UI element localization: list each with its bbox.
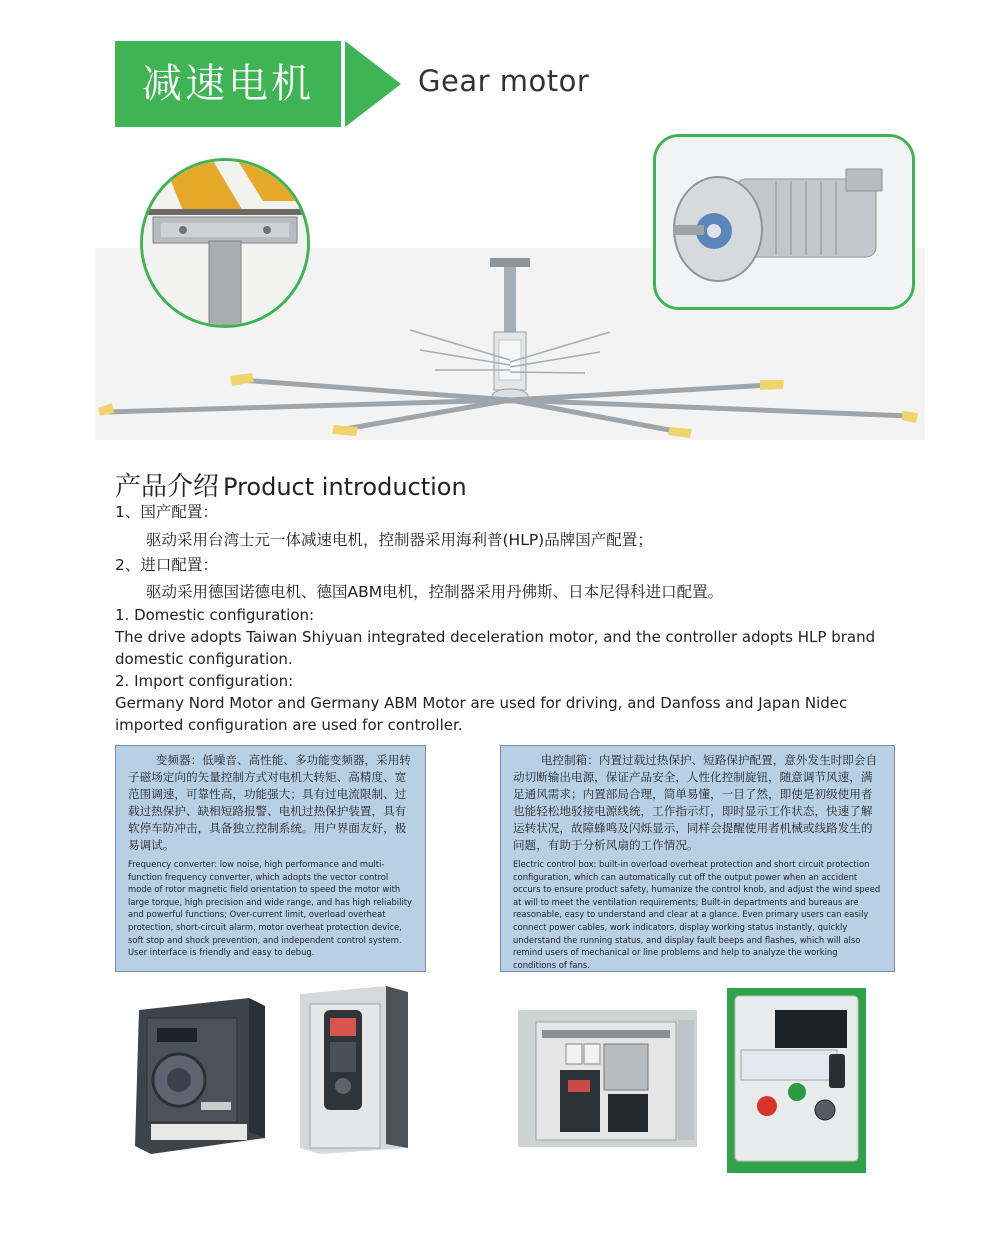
item2-title: 2、进口配置： <box>115 556 218 574</box>
inverter-info-box <box>115 745 426 972</box>
product-intro-heading-cn: 产品介绍 <box>115 472 220 502</box>
mounting-bracket-image <box>143 161 307 325</box>
product-intro-heading-en: Product introduction <box>223 473 467 501</box>
en2-title: 2. Import configuration: <box>115 672 294 690</box>
title-arrow-icon <box>345 41 401 127</box>
item2-desc: 驱动采用德国诺德电机、德国ABM电机，控制器采用丹佛斯、日本尼得科进口配置。 <box>146 583 724 601</box>
inverter-desc-en: Frequency converter: low noise, high performance and multi-function frequency converter, which adopts the vector control mode of rotor magnetic field orientation to speed the motor with large torque, high precision and wide range, and has high reliability and powerful functions; Over-current limit, overload overheat protection, short-circuit alarm, motor overheat protection device, soft stop and shock prevention, and independent control system. User interface is friendly and easy to debug. <box>128 859 412 958</box>
item1-desc: 驱动采用台湾士元一体减速电机，控制器采用海利普(HLP)品牌国产配置； <box>146 531 653 549</box>
gear-motor-inset <box>653 134 915 310</box>
product-intro-heading <box>115 466 467 503</box>
control-box-desc-en: Electric control box: built-in overload overheat protection and short circuit protection configuration, which can automatically cut off the output power when an accident occurs to ensure product safety, humanize the control knob, and adjust the wind speed at will to meet the ventilation requirements; Built-in departments and bureaus are reasonable, easy to understand and clear at a glance. Even primary users can easily connect power cables, work indicators, display working status instantly, quickly understand the running status, and display fault beeps and flashes, which will also remind users of mechanical or line problems and help to analyze the working conditions of fans. <box>513 859 881 970</box>
danfoss-drive-image <box>294 980 412 1156</box>
inverter-desc-cn: 变频器：低噪音、高性能、多功能变频器，采用转子磁场定向的矢量控制方式对电机大转矩、高精度、宽范围调速，可靠性高，功能强大；具有过电流限制、过载过热保护、缺相短路报警、电机过热保护装置，具有软停车防冲击，具备独立控制系统。用户界面友好，极易调试。 <box>128 753 411 852</box>
control-box-desc-cn: 电控制箱：内置过载过热保护、短路保护配置，意外发生时即会自动切断输出电源，保证产品安全，人性化控制旋钮，随意调节风速，满足通风需求；内置部局合理，简单易懂，一目了然，即使是初级使用者也能轻松地驳接电源线统，工作指示灯，即时显示工作状态，快速了解运转状况，故障蜂鸣及闪烁显示，同样会提醒使用者机械或线路发生的问题，有助于分析风扇的工作情况。 <box>513 753 878 852</box>
title-banner-en: Gear motor <box>418 64 590 98</box>
control-box-info-box <box>500 745 895 972</box>
control-panel-image <box>727 988 866 1173</box>
gear-motor-image <box>656 137 912 307</box>
en2-desc: Germany Nord Motor and Germany ABM Motor are used for driving, and Danfoss and Japan Nidec imported configuration are used for controller. <box>115 694 848 734</box>
item1-title: 1、国产配置： <box>115 503 218 521</box>
title-banner-cn: 减速电机 <box>115 41 341 127</box>
en1-desc: The drive adopts Taiwan Shiyuan integrated deceleration motor, and the controller adopts HLP brand domestic configuration. <box>115 628 876 668</box>
hlp-inverter-image <box>131 988 269 1156</box>
en1-title: 1. Domestic configuration: <box>115 606 315 624</box>
mounting-bracket-inset <box>140 158 310 328</box>
control-cabinet-image <box>518 1010 697 1147</box>
